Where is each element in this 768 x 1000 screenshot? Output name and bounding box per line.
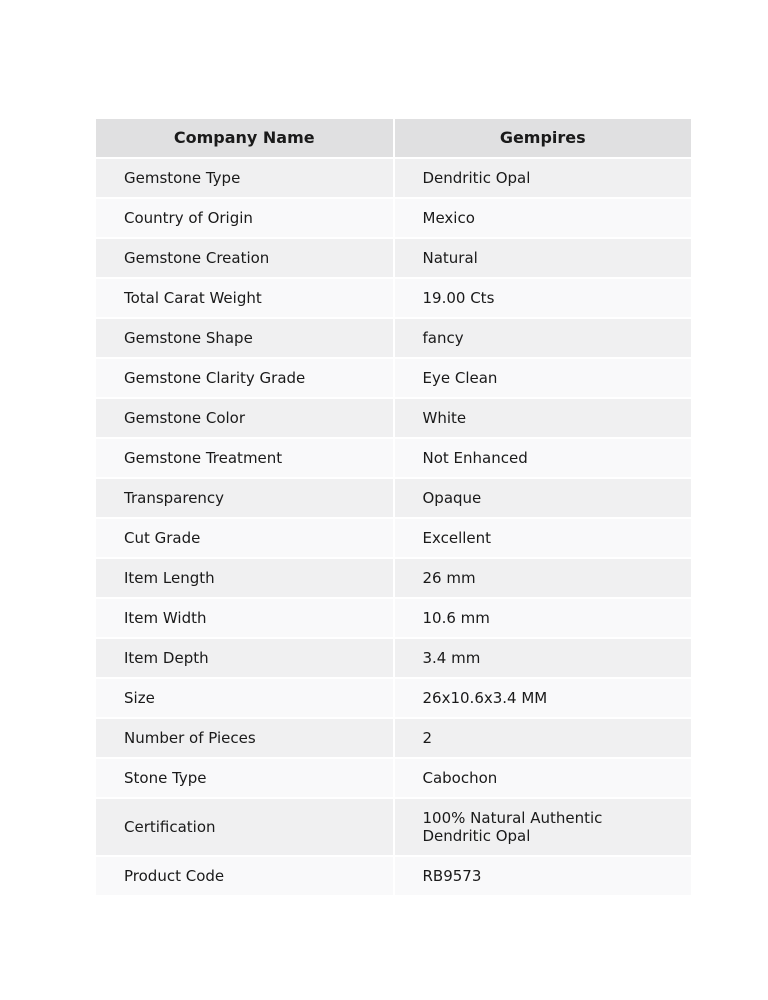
spec-label: Product Code [95, 856, 394, 896]
spec-label: Country of Origin [95, 198, 394, 238]
spec-label: Size [95, 678, 394, 718]
table-row [95, 518, 692, 558]
spec-value: White [394, 398, 693, 438]
spec-label: Number of Pieces [95, 718, 394, 758]
spec-label: Cut Grade [95, 518, 394, 558]
table-row [95, 678, 692, 718]
table-row [95, 856, 692, 896]
spec-value: 2 [394, 718, 693, 758]
spec-value: 19.00 Cts [394, 278, 693, 318]
spec-label: Transparency [95, 478, 394, 518]
spec-value: Natural [394, 238, 693, 278]
spec-value: Excellent [394, 518, 693, 558]
table-row [95, 318, 692, 358]
table-row [95, 278, 692, 318]
header-company-name-label: Company Name [95, 118, 394, 158]
table-row [95, 718, 692, 758]
spec-label: Gemstone Creation [95, 238, 394, 278]
spec-value: 10.6 mm [394, 598, 693, 638]
spec-label: Gemstone Type [95, 158, 394, 198]
header-company-name-value: Gempires [394, 118, 693, 158]
spec-label: Gemstone Color [95, 398, 394, 438]
table-row [95, 758, 692, 798]
spec-label: Item Depth [95, 638, 394, 678]
spec-label: Item Width [95, 598, 394, 638]
table-row [95, 478, 692, 518]
spec-label: Gemstone Clarity Grade [95, 358, 394, 398]
spec-value: Eye Clean [394, 358, 693, 398]
product-spec-table [94, 117, 693, 897]
spec-value: fancy [394, 318, 693, 358]
table-row [95, 638, 692, 678]
spec-value: Dendritic Opal [394, 158, 693, 198]
spec-value: RB9573 [394, 856, 693, 896]
spec-value: Mexico [394, 198, 693, 238]
spec-value: 26x10.6x3.4 MM [394, 678, 693, 718]
spec-value: 3.4 mm [394, 638, 693, 678]
table-row [95, 198, 692, 238]
table-row [95, 598, 692, 638]
spec-label: Item Length [95, 558, 394, 598]
table-row [95, 798, 692, 856]
spec-table-head [95, 118, 692, 158]
spec-value: 100% Natural Authentic Dendritic Opal [394, 798, 693, 856]
spec-table-body [95, 158, 692, 896]
spec-value: Not Enhanced [394, 438, 693, 478]
table-header-row [95, 118, 692, 158]
spec-label: Stone Type [95, 758, 394, 798]
table-row [95, 438, 692, 478]
spec-value: 26 mm [394, 558, 693, 598]
table-row [95, 398, 692, 438]
spec-label: Certification [95, 798, 394, 856]
table-row [95, 158, 692, 198]
spec-value: Opaque [394, 478, 693, 518]
spec-label: Gemstone Shape [95, 318, 394, 358]
spec-label: Gemstone Treatment [95, 438, 394, 478]
spec-label: Total Carat Weight [95, 278, 394, 318]
table-row [95, 358, 692, 398]
table-row [95, 558, 692, 598]
table-row [95, 238, 692, 278]
spec-value: Cabochon [394, 758, 693, 798]
